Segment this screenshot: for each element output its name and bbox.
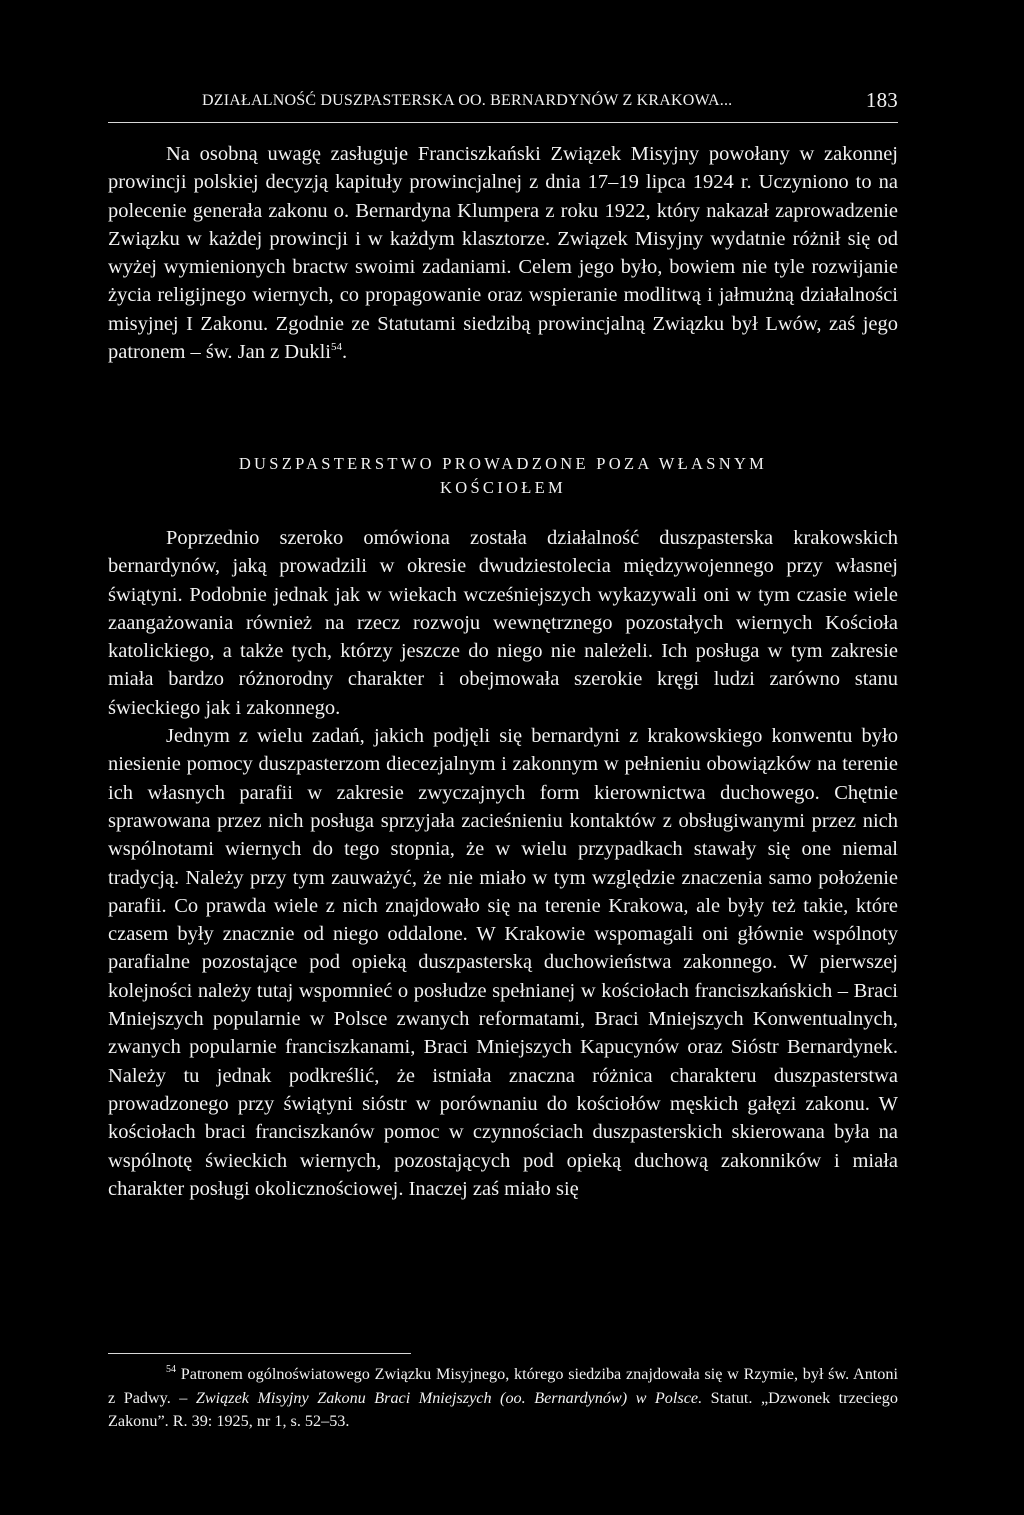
footnote-reference: 54 [331,341,342,354]
intro-paragraph [108,140,898,366]
footnote-italic-title: Związek Misyjny Zakonu Braci Mniejszych (oo. Bernardynów) w Polsce. [195,1388,703,1407]
footnote [108,1363,898,1434]
page-number: 183 [865,88,898,112]
running-title: DZIAŁALNOŚĆ DUSZPASTERSKA OO. BERNARDYNÓW Z KRAKOWA... [202,92,733,109]
intro-text: Na osobną uwagę zasługuje Franciszkański Związek Misyjny powołany w zakonnej prowincji polskiej decyzją kapituły prowincjalnej z dnia 17–19 lipca 1924 r. Uczyniono to na polecenie generała zakonu o. Bernardyna Klumpera z roku 1922, który nakazał zaprowadzenie Związku w każdej prowincji i w każdym klasztorze. Związek Misyjny wydatnie różnił się od wyżej wymienionych bractw swoimi zadaniami. Celem jego było, bowiem nie tyle rozwijanie życia religijnego wiernych, co propagowanie oraz wspieranie modlitwą i jałmużną działalności misyjnej I Zakonu. Zgodnie ze Statutami siedzibą prowincjalną Związku był Lwów, zaś jego patronem – św. Jan z Dukli [108,143,898,364]
body-paragraph-1: Poprzednio szeroko omówiona została działalność duszpasterska krakowskich bernardynów, jaką prowadzili w okresie dwudziestolecia międzywojennego przy własnej świątyni. Podobnie jednak jak w wiekach wcześniejszych wykazywali oni w tym czasie wiele zaangażowania również na rzecz rozwoju wewnętrznego pozostałych wiernych Kościoła katolickiego, a także tych, którzy jeszcze do niego nie należeli. Ich posługa w tym zakresie miała bardzo różnorodny charakter i obejmowała szerokie kręgi ludzi zarówno stanu świeckiego jak i zakonnego. [108,527,898,719]
section-heading-line2: KOŚCIOŁEM [440,478,566,497]
footnote-separator [108,1353,411,1354]
section-heading-line1: DUSZPASTERSTWO PROWADZONE POZA WŁASNYM [238,454,768,473]
section-body [108,524,898,1203]
footnote-number: 54 [166,1364,176,1375]
footnote-text-before: Patronem ogólnoświatowego Związku Misyjnego, którego siedziba znajdowała się w Rzymie, był św. Antoni z Padwy. – [108,1365,898,1407]
page-header [108,88,898,123]
intro-paragraph-block [108,140,898,366]
body-paragraph-2: Jednym z wielu zadań, jakich podjęli się bernardyni z krakowskiego konwentu było niesienie pomocy duszpasterzom diecezjalnym i zakonnym w pełnieniu obowiązków na terenie ich własnych parafii w zakresie zwyczajnych form kierownictwa duchowego. Chętnie sprawowana przez nich posługa sprzyjała zacieśnieniu kontaktów z obsługiwanymi przez nich wspólnotami wiernych do tego stopnia, że w wielu przypadkach stawały się one niemal tradycją. Należy przy tym zauważyć, że nie miało w tym względzie znaczenia samo położenie parafii. Co prawda wiele z nich znajdowało się na terenie Krakowa, ale były też takie, które czasem były znacznie od niego oddalone. W Krakowie wspomagali oni głównie wspólnoty parafialne pozostające pod opieką duszpasterską duchowieństwa zakonnego. W pierwszej kolejności należy tutaj wspomnieć o posłudze spełnianej w kościołach franciszkańskich – Braci Mniejszych popularnie w Polsce zwanych reformatami, Braci Mniejszych Konwentualnych, zwanych popularnie franciszkanami, Braci Mniejszych Kapucynów oraz Sióstr Bernardynek. Należy tu jednak podkreślić, że istniała znaczna różnica charakteru duszpasterstwa prowadzonego przy świątyni sióstr w porównaniu do kościołów męskich gałęzi zakonu. W kościołach braci franciszkanów pomoc w czynnościach duszpasterskich skierowana była na wspólnotę świeckich wiernych, pozostających pod opieką duchową zakonników i miała charakter posługi okolicznościowej. Inaczej zaś miało się [108,725,898,1200]
intro-end: . [342,341,348,364]
footnote-text-after: Statut. „Dzwonek trzeciego Zakonu”. R. 39: 1925, nr 1, s. 52–53. [108,1388,898,1431]
section-heading [108,452,898,500]
footnote-paragraph [108,1363,898,1434]
